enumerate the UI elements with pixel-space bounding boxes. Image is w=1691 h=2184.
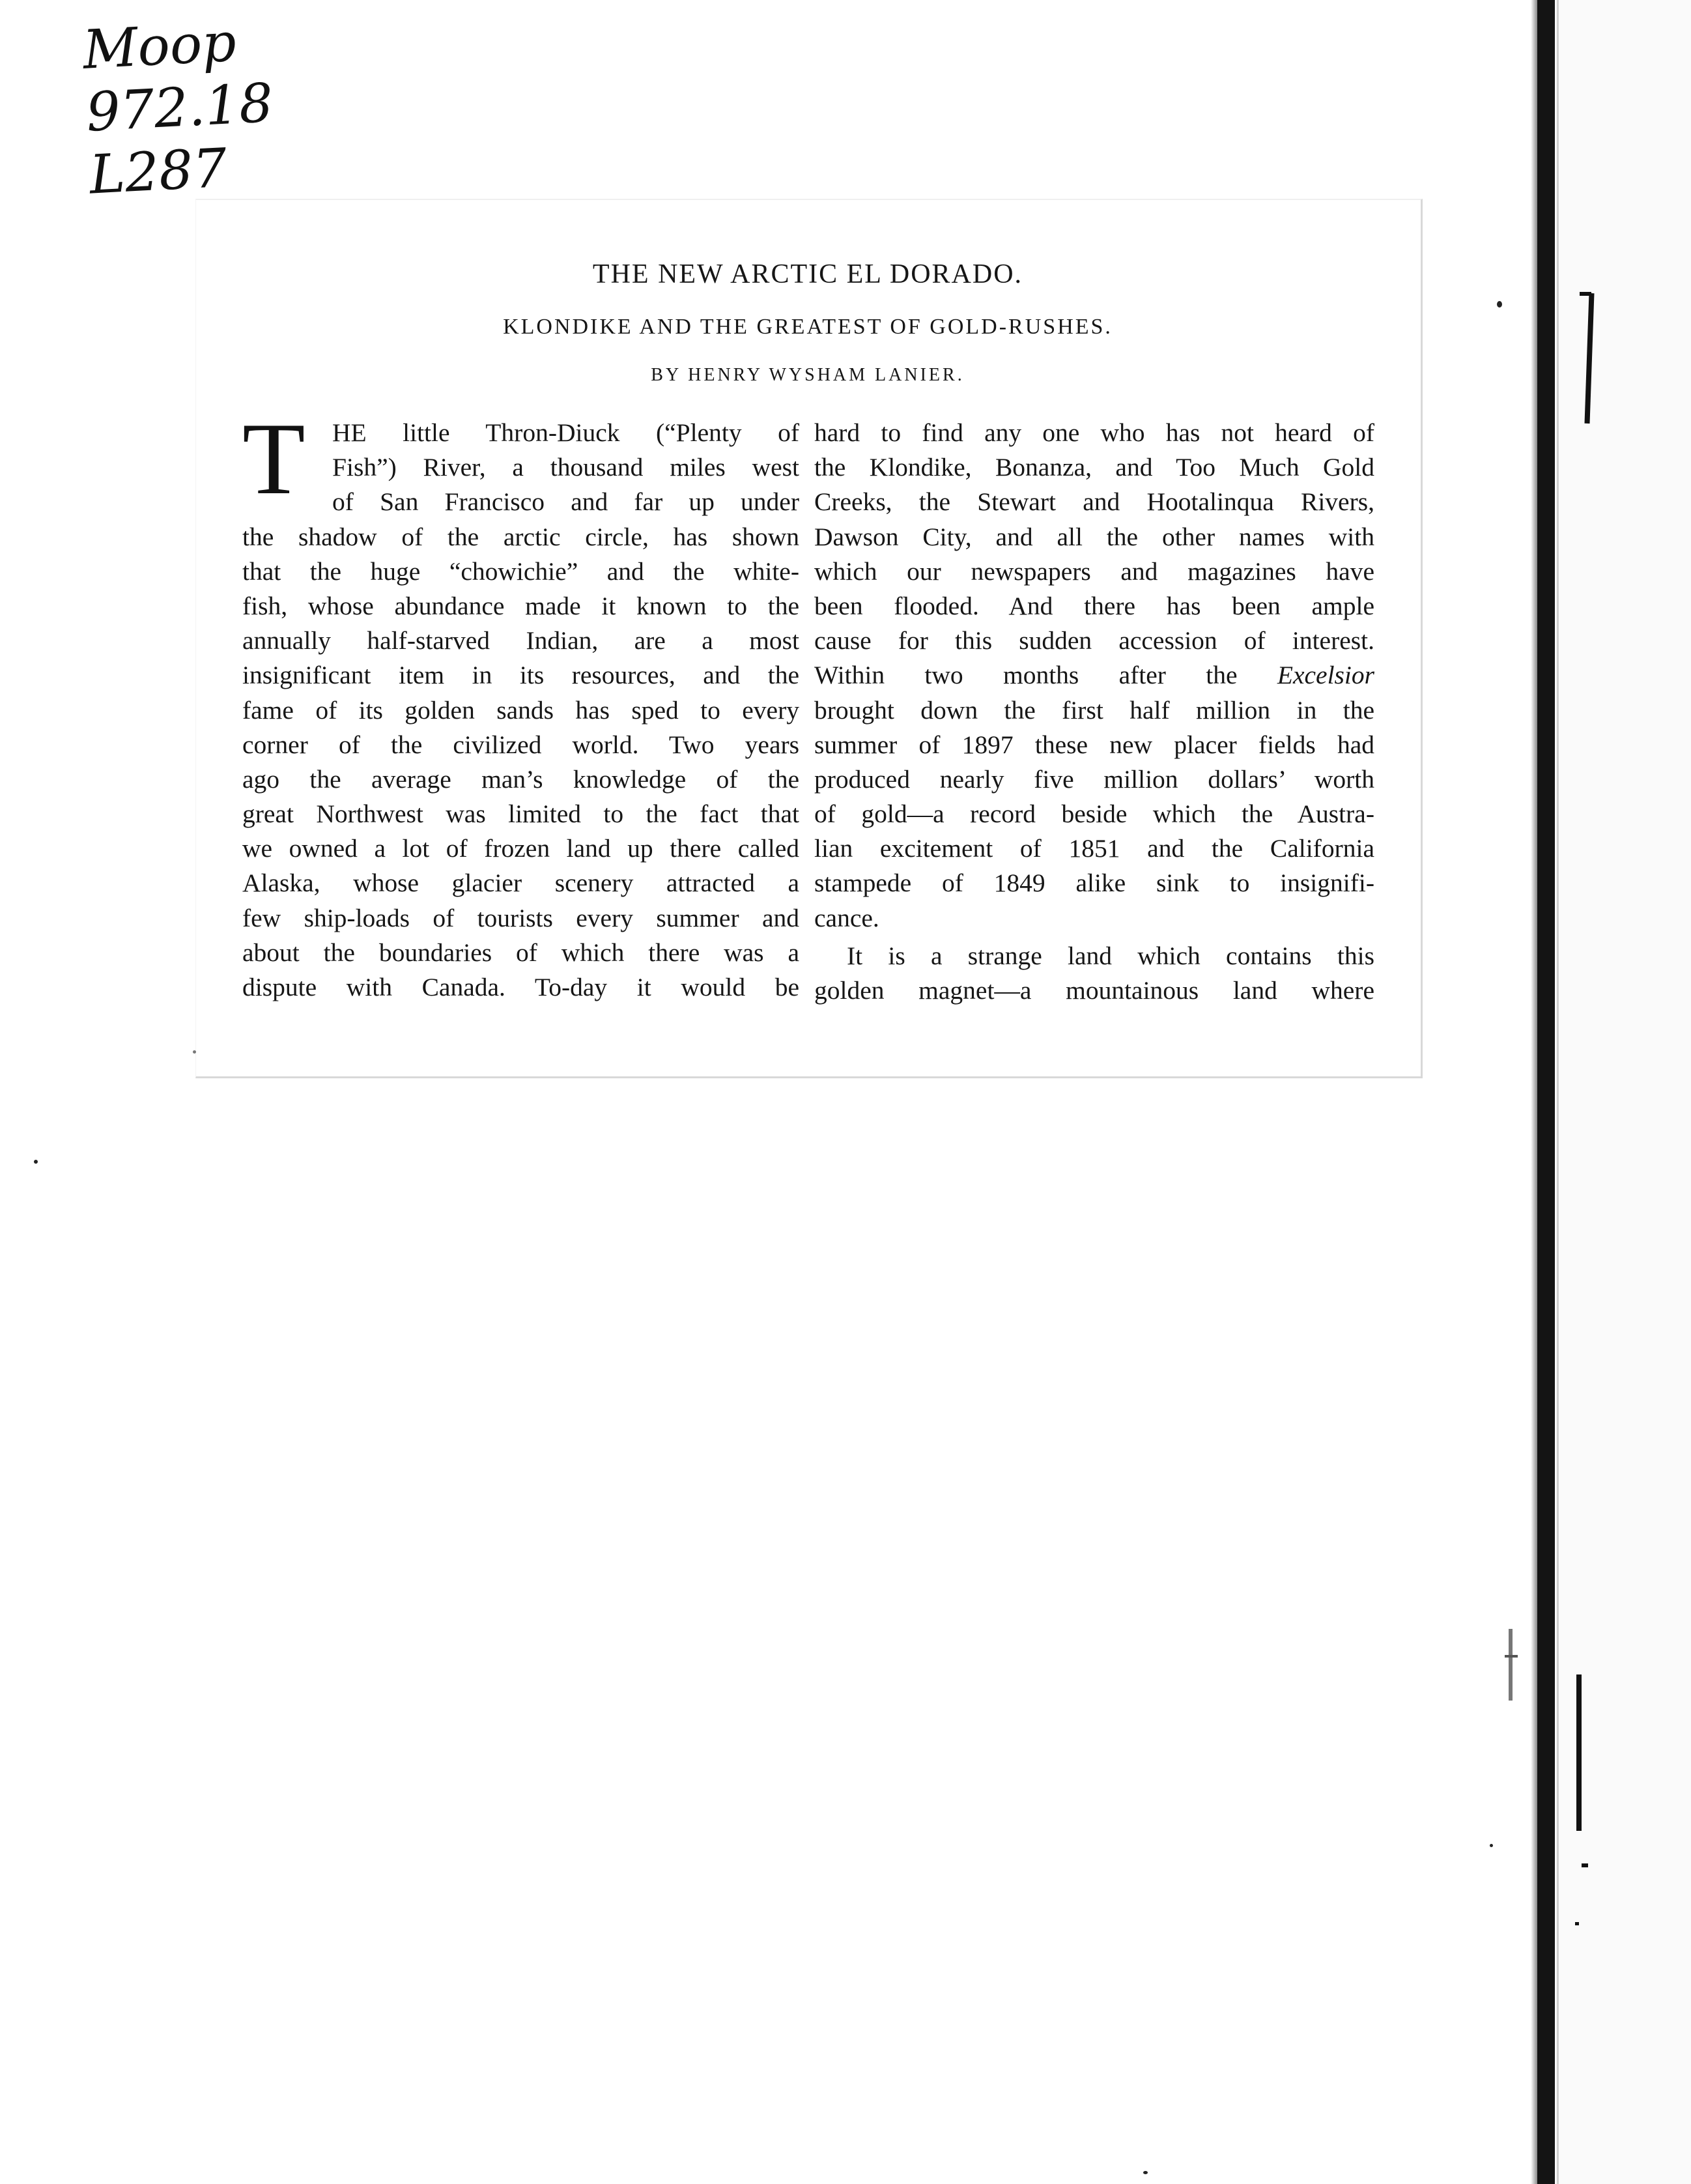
scan-mark xyxy=(1582,1863,1588,1867)
text-line: been flooded. And there has been ample xyxy=(814,591,1374,620)
left-column xyxy=(242,402,799,1005)
call-number-line: 972.18 xyxy=(85,72,275,144)
text-line: the Klondike, Bonanza, and Too Much Gold xyxy=(814,453,1374,482)
text-line: HE little Thron-Diuck (“Plenty of xyxy=(332,418,799,447)
text-line: brought down the first half million in the xyxy=(814,695,1374,725)
text-line: that the huge “chowichie” and the white- xyxy=(242,556,799,586)
text-line: ago the average man’s knowledge of the xyxy=(242,764,799,794)
text-line: fame of its golden sands has sped to every xyxy=(242,695,799,725)
text-line: about the boundaries of which there was a xyxy=(242,938,799,967)
scan-speck xyxy=(1143,2171,1148,2174)
scan-mark xyxy=(1576,1674,1582,1831)
text-line: summer of 1897 these new placer fields had xyxy=(814,730,1374,759)
scan-speck xyxy=(1497,301,1502,308)
text-line-excelsior xyxy=(814,658,1374,693)
text-line: insignificant item in its resources, and the xyxy=(242,661,799,690)
scan-speck xyxy=(1490,1844,1493,1847)
text-line: great Northwest was limited to the fact that xyxy=(242,799,799,829)
right-column xyxy=(814,416,1374,1008)
text-line: Creeks, the Stewart and Hootalinqua Rivers, xyxy=(814,487,1374,517)
article-subtitle: KLONDIKE AND THE GREATEST OF GOLD-RUSHES. xyxy=(503,315,1113,339)
scan-mark xyxy=(1509,1629,1513,1701)
text-line: produced nearly five million dollars’ worth xyxy=(814,764,1374,794)
drop-cap: T xyxy=(242,402,306,516)
text-line: which our newspapers and magazines have xyxy=(814,556,1374,586)
text-line: Dawson City, and all the other names with xyxy=(814,522,1374,551)
text-fragment: Within two months after the xyxy=(814,661,1238,690)
article-byline: BY HENRY WYSHAM LANIER. xyxy=(651,365,965,385)
handwritten-call-number xyxy=(81,10,275,207)
call-number-line: L287 xyxy=(88,137,229,207)
text-line: stampede of 1849 alike sink to insignifi- xyxy=(814,869,1374,898)
text-line: It is a strange land which contains this xyxy=(847,941,1374,970)
article-title: THE NEW ARCTIC EL DORADO. xyxy=(592,259,1023,289)
scan-mark xyxy=(1575,1922,1579,1925)
text-line: lian excitement of 1851 and the California xyxy=(814,834,1374,863)
text-line: cause for this sudden accession of interest. xyxy=(814,626,1374,655)
text-line: cance. xyxy=(814,903,879,932)
text-line: hard to find any one who has not heard of xyxy=(814,418,1374,447)
text-line: Alaska, whose glacier scenery attracted a xyxy=(242,869,799,898)
spine-shadow xyxy=(1531,0,1537,2184)
text-line: of gold—a record beside which the Austra- xyxy=(814,799,1374,829)
text-line: dispute with Canada. To-day it would be xyxy=(242,973,799,1001)
text-line: the shadow of the arctic circle, has shown xyxy=(242,522,799,551)
scan-speck xyxy=(34,1160,38,1164)
text-line: we owned a lot of frozen land up there called xyxy=(242,834,799,863)
scan-mark xyxy=(1505,1655,1518,1658)
call-number-line: Moop xyxy=(81,11,238,81)
text-line: of San Francisco and far up under xyxy=(332,487,799,517)
text-line: few ship-loads of tourists every summer and xyxy=(242,903,799,932)
text-line: Fish”) River, a thousand miles west xyxy=(332,453,799,482)
text-line: corner of the civilized world. Two years xyxy=(242,730,799,759)
text-line: fish, whose abundance made it known to the xyxy=(242,591,799,620)
text-line: annually half-starved Indian, are a most xyxy=(242,626,799,655)
text-line: golden magnet—a mountainous land where xyxy=(814,976,1374,1005)
ship-name: Excelsior xyxy=(1277,661,1375,690)
page-spine xyxy=(1537,0,1555,2184)
scan-speck xyxy=(193,1050,196,1054)
adjacent-page-edge xyxy=(1557,0,1559,2184)
scan-mark xyxy=(1580,292,1591,296)
adjacent-page xyxy=(1555,0,1691,2184)
